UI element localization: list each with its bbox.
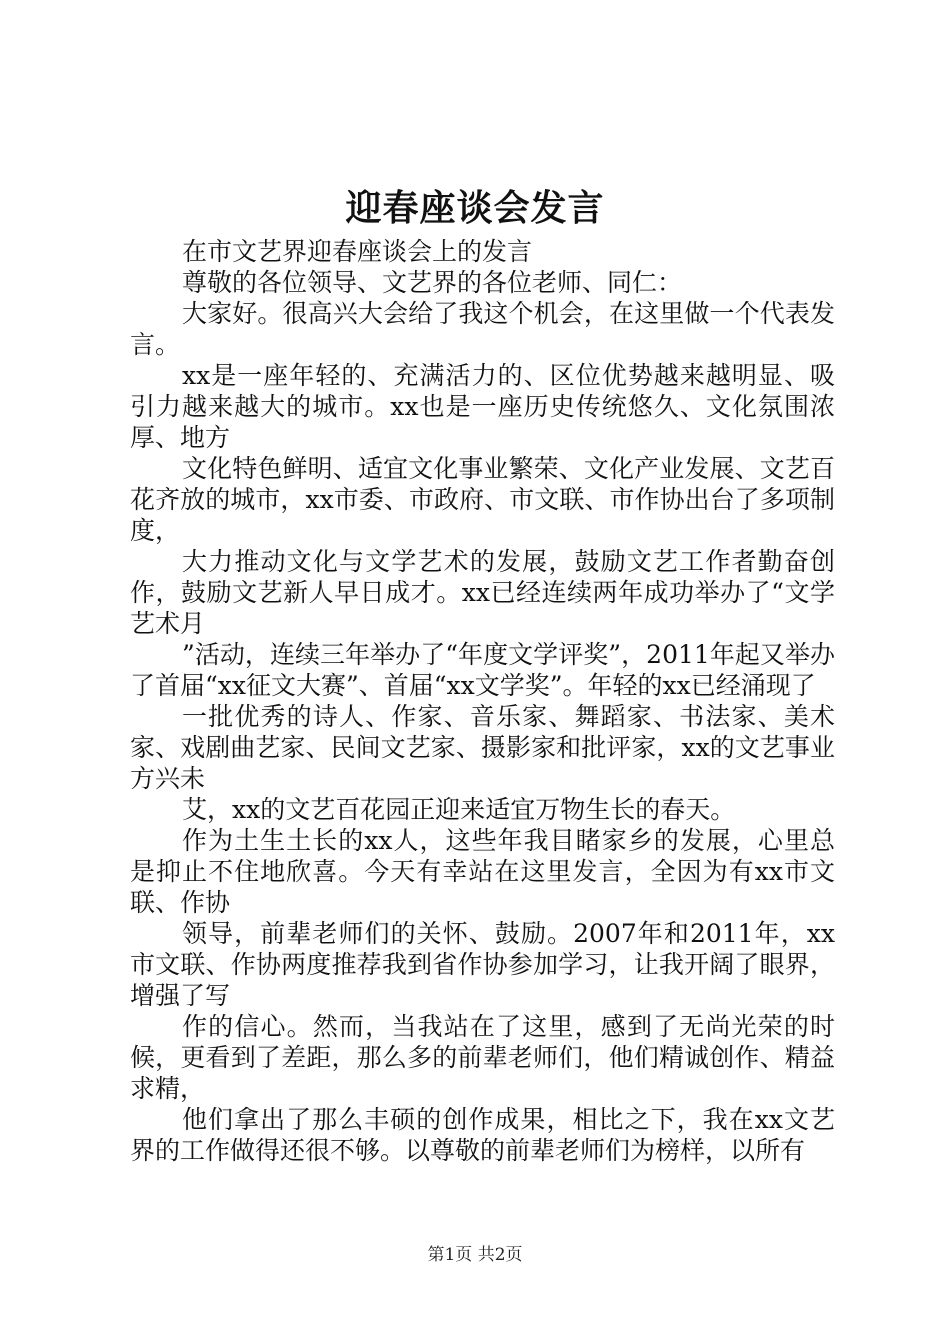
paragraph: 尊敬的各位领导、文艺界的各位老师、同仁： (182, 268, 683, 297)
document-body (130, 236, 835, 1166)
paragraph: 领导，前辈老师们的关怀、鼓励。2007年和2011年，xx市文联、作协两度推荐我到省作协参加学习，让我开阔了眼界，增强了写 (130, 919, 835, 1010)
paragraph: xx是一座年轻的、充满活力的、区位优势越来越明显、吸引力越来越大的城市。xx也是一座历史传统悠久、文化氛围浓厚、地方 (130, 361, 835, 452)
paragraph: 作为土生土长的xx人，这些年我目睹家乡的发展，心里总是抑止不住地欣喜。今天有幸站在这里发言，全因为有xx市文联、作协 (130, 826, 835, 917)
paragraph: 大力推动文化与文学艺术的发展，鼓励文艺工作者勤奋创作，鼓励文艺新人早日成才。xx已经连续两年成功举办了“文学艺术月 (130, 547, 835, 638)
paragraph: 大家好。很高兴大会给了我这个机会，在这里做一个代表发言。 (130, 299, 835, 359)
paragraph: 在市文艺界迎春座谈会上的发言 (182, 237, 533, 266)
paragraph: 一批优秀的诗人、作家、音乐家、舞蹈家、书法家、美术家、戏剧曲艺家、民间文艺家、摄影家和批评家，xx的文艺事业方兴未 (130, 702, 835, 793)
paragraph: 艾，xx的文艺百花园正迎来适宜万物生长的春天。 (182, 795, 736, 824)
document-title: 迎春座谈会发言 (345, 187, 605, 229)
paragraph: 文化特色鲜明、适宜文化事业繁荣、文化产业发展、文艺百花齐放的城市，xx市委、市政府、市文联、市作协出台了多项制度， (130, 454, 835, 545)
paragraph: ”活动，连续三年举办了“年度文学评奖”，2011年起又举办了首届“xx征文大赛”、首届“xx文学奖”。年轻的xx已经涌现了 (130, 640, 835, 700)
paragraph: 他们拿出了那么丰硕的创作成果，相比之下，我在xx文艺界的工作做得还很不够。以尊敬的前辈老师们为榜样，以所有 (130, 1105, 835, 1165)
paragraph: 作的信心。然而，当我站在了这里，感到了无尚光荣的时候，更看到了差距，那么多的前辈老师们，他们精诚创作、精益求精， (130, 1012, 835, 1103)
page-footer: 第1页 共2页 (427, 1245, 523, 1265)
